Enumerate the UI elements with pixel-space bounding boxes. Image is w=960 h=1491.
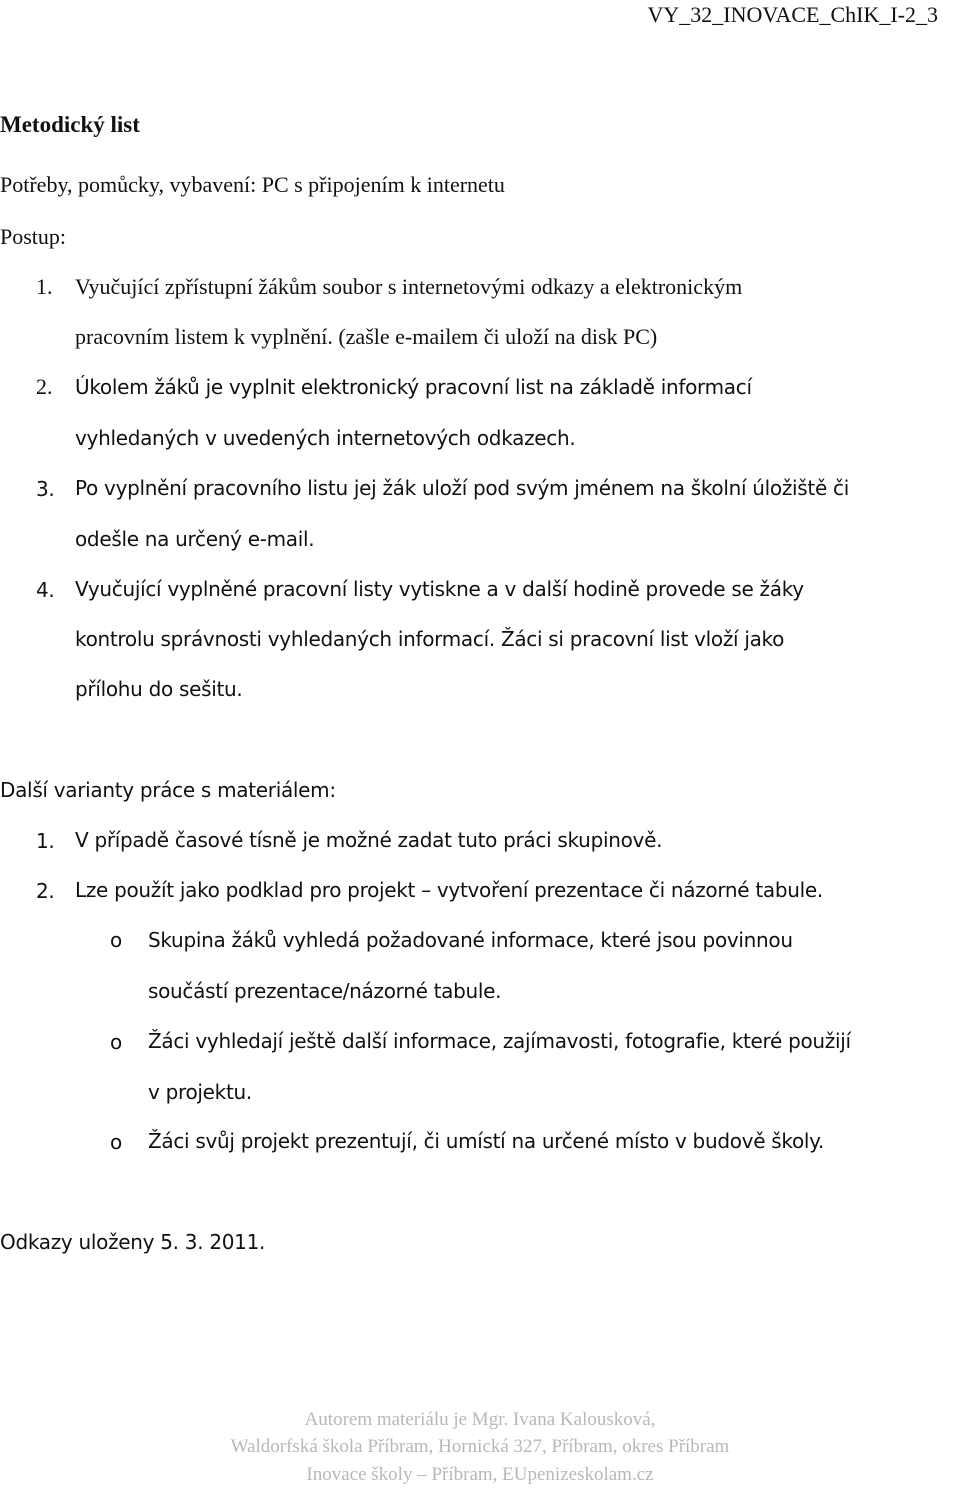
step-4-line-1: Vyučující vyplněné pracovní listy vytiskne a v další hodině provede se žáky (75, 577, 804, 601)
step-4-number: 4. (36, 578, 55, 602)
document-code: VY_32_INOVACE_ChIK_I-2_3 (647, 2, 938, 27)
subitem-3-bullet: o (110, 1130, 122, 1154)
step-2-line-1: Úkolem žáků je vyplnit elektronický pracovní list na základě informací (75, 375, 752, 399)
step-2-number: 2. (36, 374, 53, 399)
links-saved-note: Odkazy uloženy 5. 3. 2011. (0, 1230, 266, 1254)
subitem-2-line-1: Žáci vyhledají ještě další informace, zajímavosti, fotografie, které použijí (148, 1029, 851, 1053)
step-2-line-2: vyhledaných v uvedených internetových odkazech. (75, 426, 576, 450)
footer-school: Waldorfská škola Příbram, Hornická 327, Příbram, okres Příbram (230, 1436, 730, 1457)
step-3-line-1: Po vyplnění pracovního listu jej žák uloží pod svým jménem na školní úložiště či (75, 476, 849, 500)
subitem-1-line-2: součástí prezentace/názorné tabule. (148, 979, 502, 1003)
step-4-line-2: kontrolu správnosti vyhledaných informací. Žáci si pracovní list vloží jako (75, 627, 785, 651)
step-3-number: 3. (36, 477, 55, 501)
variants-label: Další varianty práce s materiálem: (0, 778, 336, 802)
variant-1-number: 1. (36, 829, 55, 853)
step-1-line-2: pracovním listem k vyplnění. (zašle e-mailem či uloží na disk PC) (75, 324, 658, 349)
step-1-line-1: Vyučující zpřístupní žákům soubor s internetovými odkazy a elektronickým (75, 274, 743, 299)
needs-line: Potřeby, pomůcky, vybavení: PC s připojením k internetu (0, 172, 505, 197)
subitem-3-line-1: Žáci svůj projekt prezentují, či umístí na určené místo v budově školy. (148, 1129, 824, 1153)
subitem-2-bullet: o (110, 1030, 122, 1054)
footer-author: Autorem materiálu je Mgr. Ivana Kalousková, (304, 1409, 656, 1430)
page-title: Metodický list (0, 112, 140, 137)
footer-project: Inovace školy – Příbram, EUpenizeskolam.cz (306, 1464, 654, 1485)
variant-2-number: 2. (36, 879, 55, 903)
subitem-2-line-2: v projektu. (148, 1080, 252, 1104)
variant-2-text: Lze použít jako podklad pro projekt – vytvoření prezentace či názorné tabule. (75, 878, 823, 902)
step-4-line-3: přílohu do sešitu. (75, 677, 243, 701)
procedure-label: Postup: (0, 224, 67, 249)
step-1-number: 1. (36, 274, 53, 299)
step-3-line-2: odešle na určený e-mail. (75, 527, 315, 551)
subitem-1-line-1: Skupina žáků vyhledá požadované informace, které jsou povinnou (148, 928, 793, 952)
subitem-1-bullet: o (110, 928, 122, 952)
variant-1-text: V případě časové tísně je možné zadat tuto práci skupinově. (75, 828, 663, 852)
